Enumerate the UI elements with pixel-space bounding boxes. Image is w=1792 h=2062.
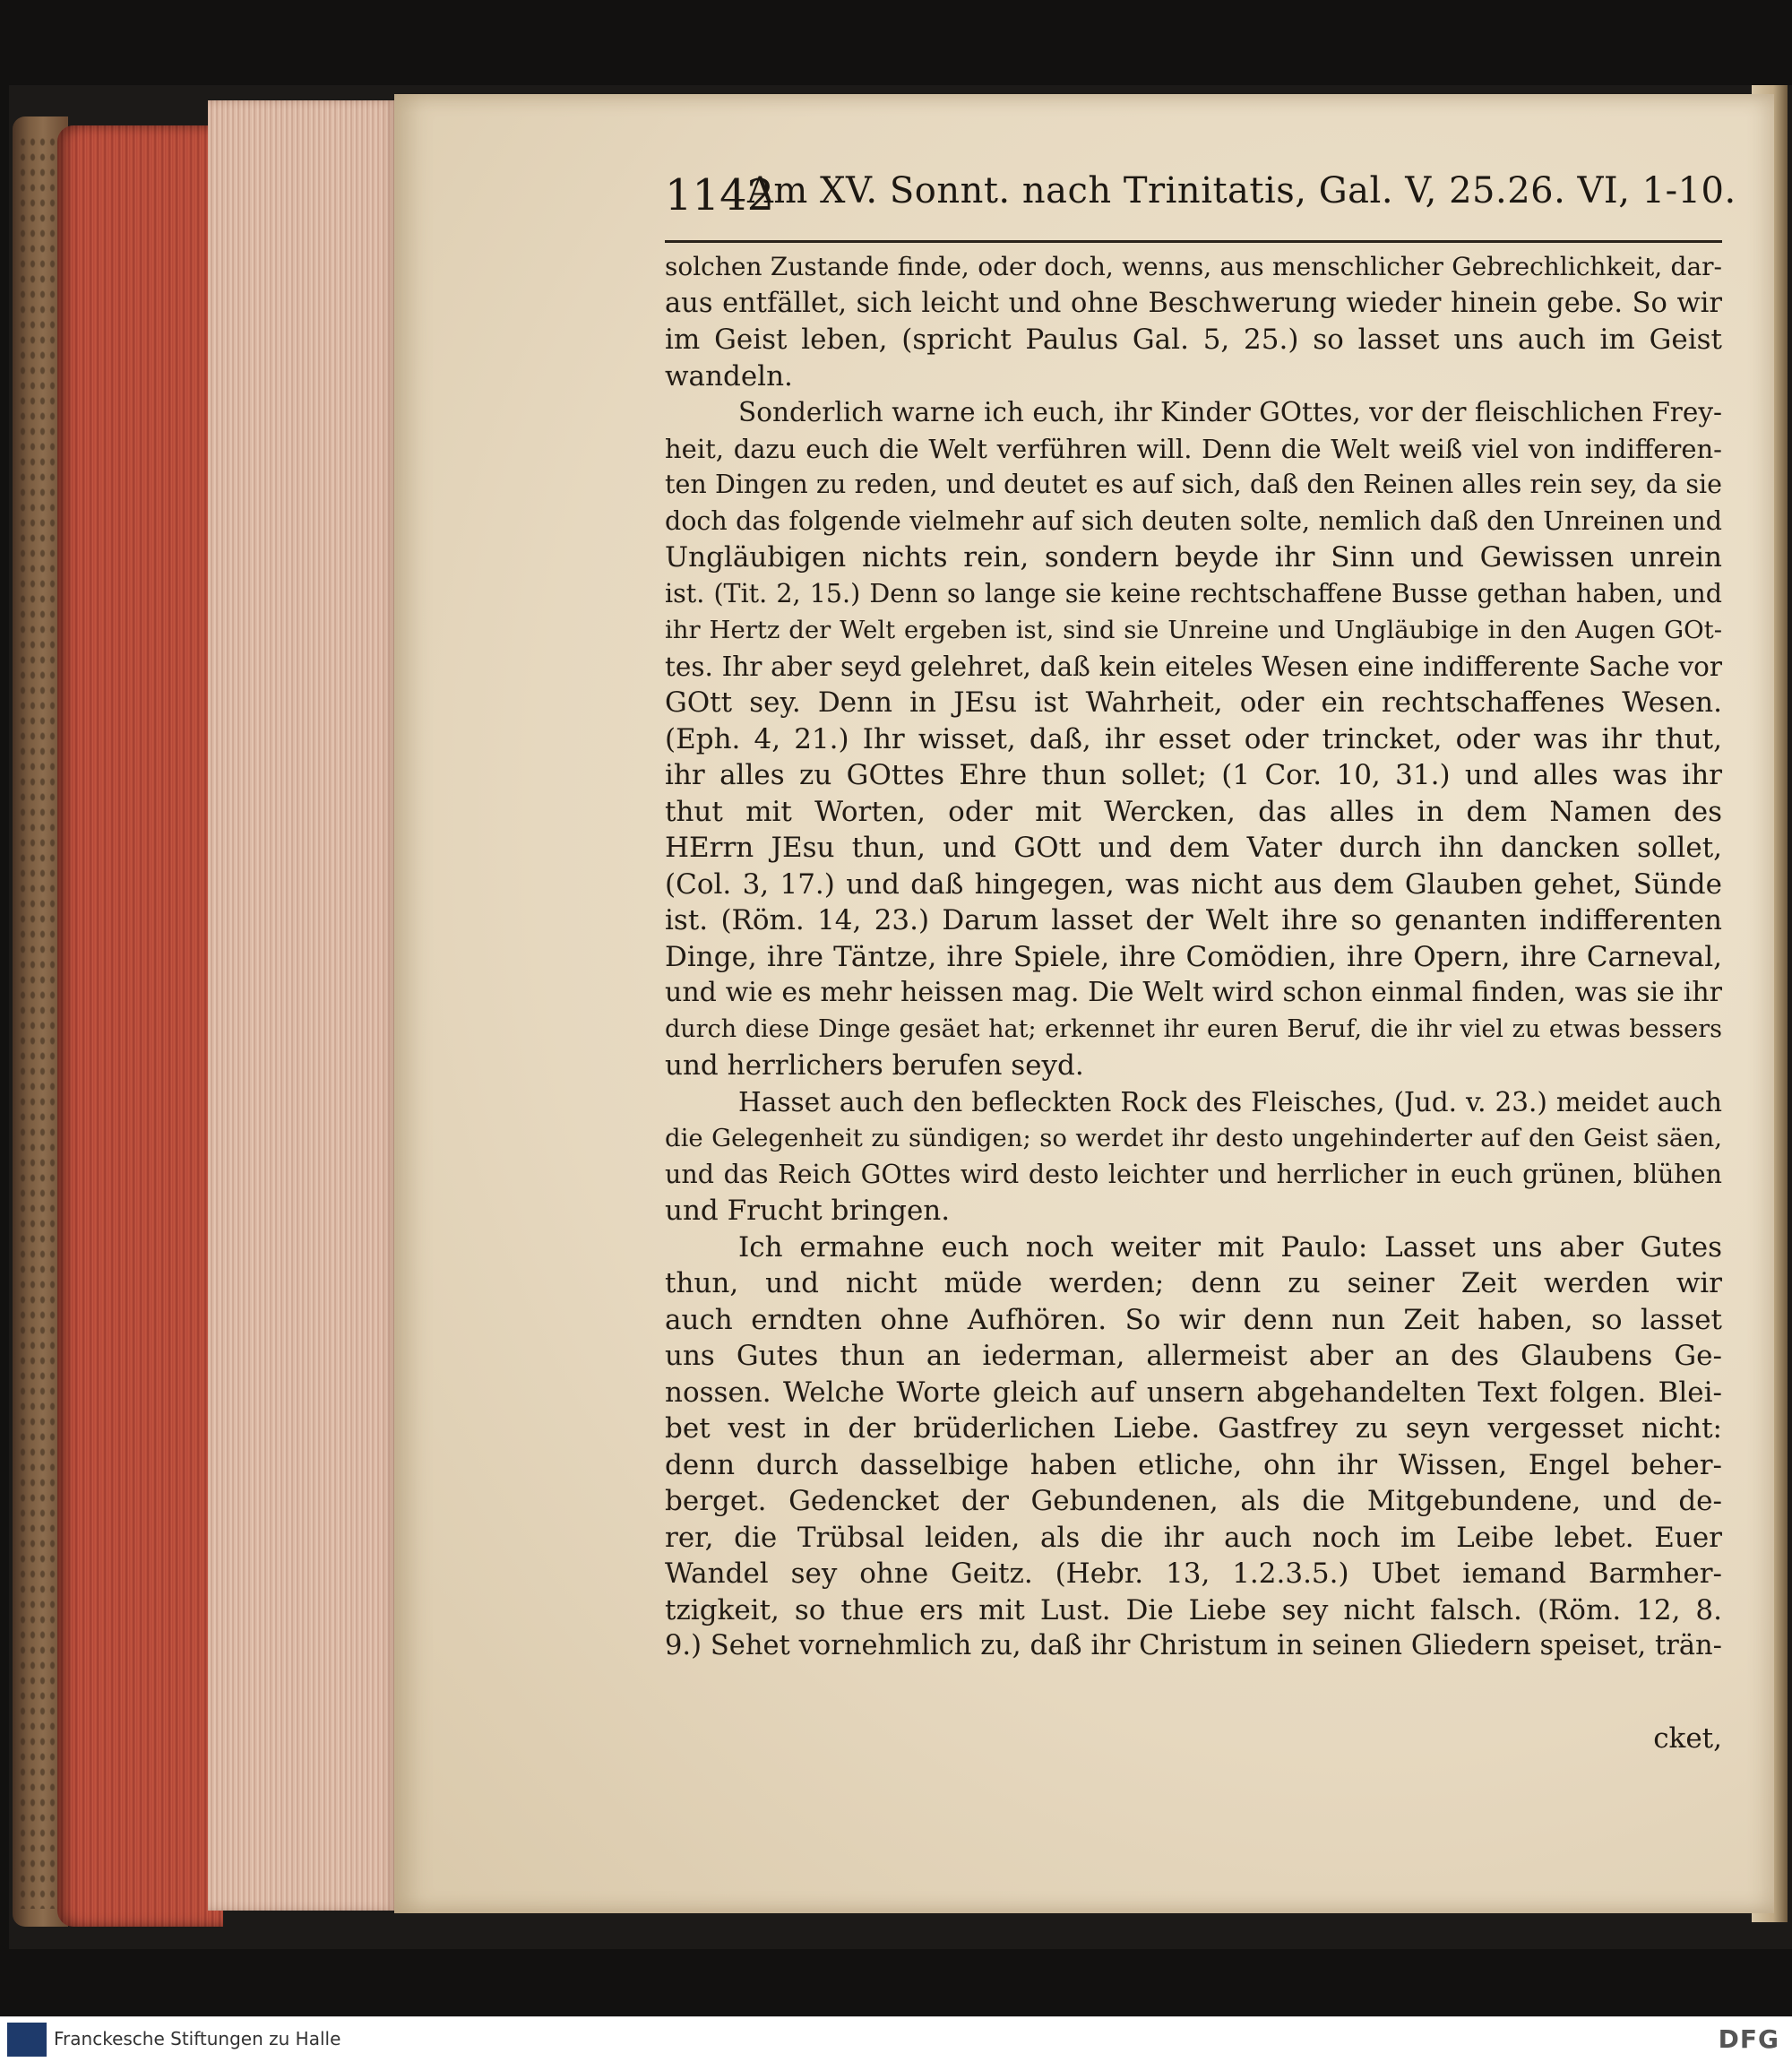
text-line: solchen Zustande finde, oder doch, wenns, aus menschlicher Gebrechlichkeit, dar- bbox=[665, 252, 1722, 281]
text-line: ten Dingen zu reden, und deutet es auf sich, daß den Reinen alles rein sey, da sie bbox=[665, 470, 1722, 499]
text-line: und herrlichers berufen seyd. bbox=[665, 1049, 1084, 1082]
text-line: aus entfället, sich leicht und ohne Beschwerung wieder hinein gebe. So wir bbox=[665, 287, 1722, 319]
institution-logo-icon[interactable] bbox=[7, 2023, 47, 2057]
text-line: Hasset auch den befleckten Rock des Fleisches, (Jud. v. 23.) meidet auch bbox=[738, 1086, 1722, 1117]
text-line: heit, dazu euch die Welt verführen will. Denn die Welt weiß viel von indifferen- bbox=[665, 433, 1722, 464]
text-line: durch diese Dinge gesäet hat; erkennet ihr euren Beruf, die ihr viel zu etwas bessers bbox=[665, 1014, 1722, 1043]
text-line: rer, die Trübsal leiden, als die ihr auch noch im Leibe lebet. Euer bbox=[665, 1521, 1722, 1554]
text-line: Dinge, ihre Täntze, ihre Spiele, ihre Comödien, ihre Opern, ihre Carneval, bbox=[665, 940, 1722, 973]
text-line: und wie es mehr heissen mag. Die Welt wird schon einmal finden, was sie ihr bbox=[665, 977, 1722, 1008]
text-line: doch das folgende vielmehr auf sich deuten solte, nemlich daß den Unreinen und bbox=[665, 505, 1722, 536]
text-line: 9.) Sehet vornehmlich zu, daß ihr Christum in seinen Gliedern speiset, trän- bbox=[665, 1630, 1722, 1661]
red-page-edges bbox=[57, 125, 223, 1927]
text-line: Sonderlich warne ich euch, ihr Kinder GOttes, vor der fleischlichen Frey- bbox=[738, 397, 1722, 427]
text-line: und Frucht bringen. bbox=[665, 1195, 951, 1227]
text-line: berget. Gedencket der Gebundenen, als die Mitgebundene, und de- bbox=[665, 1485, 1722, 1517]
institution-link[interactable]: Franckesche Stiftungen zu Halle bbox=[54, 2028, 341, 2049]
text-line: uns Gutes thun an iederman, allermeist aber an des Glaubens Ge- bbox=[665, 1340, 1722, 1372]
dfg-logo[interactable]: DFG bbox=[1718, 2024, 1779, 2054]
text-line: im Geist leben, (spricht Paulus Gal. 5, 25.) so lasset uns auch im Geist bbox=[665, 324, 1722, 356]
catchword: cket, bbox=[1653, 1722, 1722, 1755]
text-line: ihr alles zu GOttes Ehre thun sollet; (1 Cor. 10, 31.) und alles was ihr bbox=[665, 759, 1722, 791]
text-line: ist. (Tit. 2, 15.) Denn so lange sie keine rechtschaffene Busse gethan haben, und bbox=[665, 578, 1722, 608]
text-line: thut mit Worten, oder mit Wercken, das alles in dem Namen des bbox=[665, 795, 1722, 828]
text-line: HErrn JEsu thun, und GOtt und dem Vater durch ihn dancken sollet, bbox=[665, 832, 1722, 864]
text-line: Wandel sey ohne Geitz. (Hebr. 13, 1.2.3.5.) Ubet iemand Barmher- bbox=[665, 1557, 1722, 1590]
text-line: (Eph. 4, 21.) Ihr wisset, daß, ihr esset oder trincket, oder was ihr thut, bbox=[665, 722, 1722, 755]
text-line: (Col. 3, 17.) und daß hingegen, was nicht aus dem Glauben gehet, Sünde bbox=[665, 867, 1722, 901]
text-line: die Gelegenheit zu sündigen; so werdet ihr desto ungehinderter auf den Geist säen, bbox=[665, 1124, 1722, 1152]
text-line: GOtt sey. Denn in JEsu ist Wahrheit, oder ein rechtschaffenes Wesen. bbox=[665, 686, 1722, 719]
text-line: tes. Ihr aber seyd gelehret, daß kein eiteles Wesen eine indifferente Sache vor bbox=[665, 651, 1722, 682]
leather-texture bbox=[18, 134, 63, 1909]
text-line: tzigkeit, so thue ers mit Lust. Die Liebe sey nicht falsch. (Röm. 12, 8. bbox=[665, 1593, 1722, 1626]
text-line: denn durch dasselbige haben etliche, ohn ihr Wissen, Engel beher- bbox=[665, 1448, 1722, 1481]
header-rule bbox=[665, 240, 1722, 243]
text-line: bet vest in der brüderlichen Liebe. Gastfrey zu seyn vergesset nicht: bbox=[665, 1412, 1722, 1445]
text-line: Ungläubigen nichts rein, sondern beyde ihr Sinn und Gewissen unrein bbox=[665, 541, 1722, 574]
text-line: ist. (Röm. 14, 23.) Darum lasset der Welt ihre so genanten indifferenten bbox=[665, 904, 1722, 936]
text-line: nossen. Welche Worte gleich auf unsern abgehandelten Text folgen. Blei- bbox=[665, 1376, 1722, 1409]
text-line: wandeln. bbox=[665, 359, 793, 393]
page-header bbox=[665, 170, 1736, 233]
text-line: ihr Hertz der Welt ergeben ist, sind sie Unreine und Ungläubige in den Augen GOt- bbox=[665, 616, 1722, 644]
body-text bbox=[665, 249, 1722, 1719]
running-title: Am XV. Sonnt. nach Trinitatis, Gal. V, 25.26. VI, 1-10. bbox=[747, 170, 1736, 211]
viewer-footer bbox=[0, 2016, 1792, 2062]
text-line: thun, und nicht müde werden; denn zu seiner Zeit werden wir bbox=[665, 1267, 1722, 1299]
text-line: und das Reich GOttes wird desto leichter und herrlicher in euch grünen, blühen bbox=[665, 1159, 1722, 1189]
text-line: Ich ermahne euch noch weiter mit Paulo: Lasset uns aber Gutes bbox=[738, 1230, 1722, 1264]
text-line: auch erndten ohne Aufhören. So wir denn nun Zeit haben, so lasset bbox=[665, 1303, 1722, 1336]
page-stack bbox=[208, 100, 396, 1911]
page-number: 1142 bbox=[665, 170, 775, 220]
